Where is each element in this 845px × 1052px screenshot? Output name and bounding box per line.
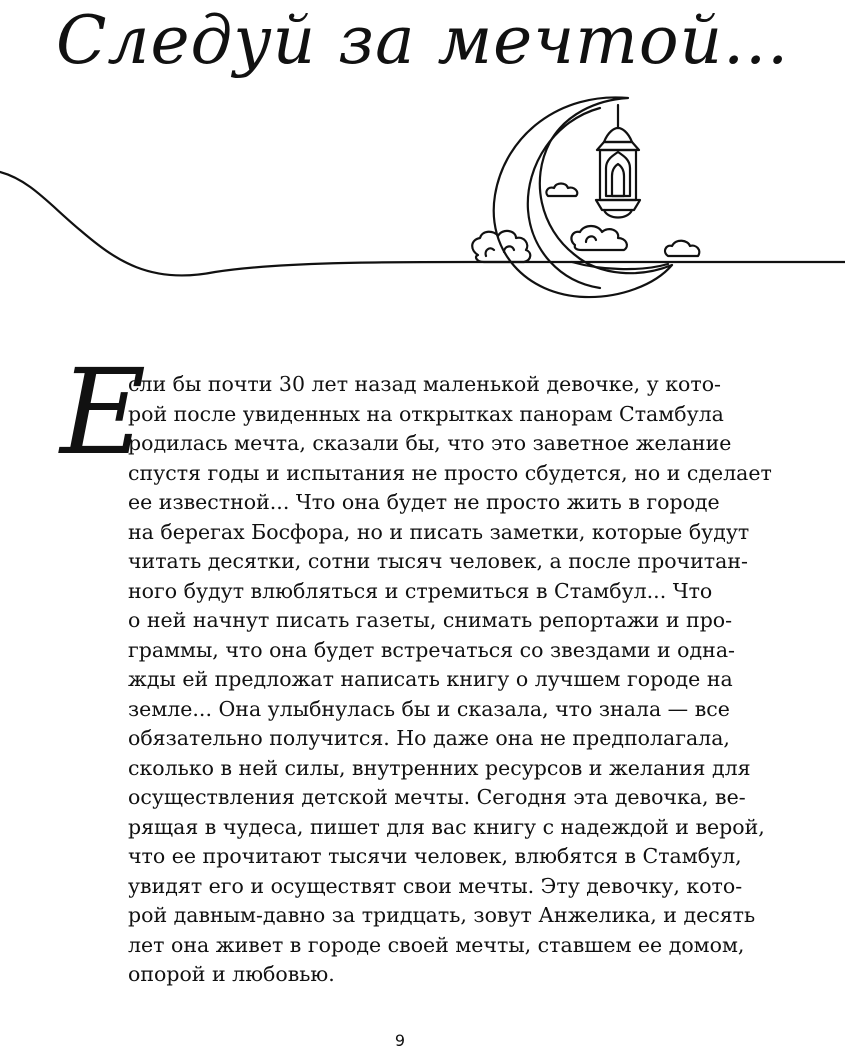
text-line: что ее прочитают тысячи человек, влюбятся в Стамбул, bbox=[128, 844, 742, 868]
text-line: обязательно получится. Но даже она не предполагала, bbox=[128, 726, 730, 750]
text-line: земле... Она улыбнулась бы и сказала, что знала — все bbox=[128, 696, 730, 721]
text-line: осуществления детской мечты. Сегодня эта девочка, ве- bbox=[128, 785, 746, 809]
text-line: на берегах Босфора, но и писать заметки, которые будут bbox=[128, 519, 750, 544]
text-line: ного будут влюбляться и стремиться в Стамбул... Что bbox=[128, 578, 713, 603]
text-line: увидят его и осуществят свои мечты. Эту девочку, кото- bbox=[128, 873, 743, 898]
drop-cap: Е bbox=[60, 343, 147, 481]
cloud-right bbox=[571, 226, 626, 250]
text-line: родилась мечта, сказали бы, что это заветное желание bbox=[128, 431, 732, 455]
text-line: сколько в ней силы, внутренних ресурсов и желания для bbox=[128, 755, 751, 780]
text-line: спустя годы и испытания не просто сбудется, но и сделает bbox=[128, 460, 772, 485]
text-line: рящая в чудеса, пишет для вас книгу с надеждой и верой, bbox=[128, 814, 765, 839]
text-line: граммы, что она будет встречаться со звездами и одна- bbox=[128, 637, 735, 662]
page-title: Следуй за мечтой... bbox=[55, 2, 790, 79]
text-line: жды ей предложат написать книгу о лучшем городе на bbox=[128, 667, 733, 691]
text-line: рой после увиденных на открытках панорам Стамбула bbox=[128, 401, 724, 426]
cloud-top bbox=[546, 184, 577, 197]
lantern-top bbox=[604, 128, 632, 142]
text-line: ее известной... Что она будет не просто жить в городе bbox=[128, 490, 720, 514]
page-number: 9 bbox=[394, 1031, 406, 1050]
body-paragraph bbox=[128, 370, 772, 990]
horizon-line bbox=[0, 172, 845, 276]
text-line: опорой и любовью. bbox=[128, 962, 335, 986]
text-line: сли бы почти 30 лет назад маленькой девочке, у кото- bbox=[128, 372, 721, 396]
text-line: лет она живет в городе своей мечты, ставшем ее домом, bbox=[128, 932, 745, 957]
text-line: о ней начнут писать газеты, снимать репортажи и про- bbox=[128, 608, 733, 632]
text-line: рой давным-давно за тридцать, зовут Анжелика, и десять bbox=[128, 903, 756, 927]
cloud-far-right bbox=[665, 241, 699, 256]
crescent-moon-lantern-icon bbox=[0, 90, 845, 310]
text-line: читать десятки, сотни тысяч человек, а после прочитан- bbox=[128, 549, 748, 573]
